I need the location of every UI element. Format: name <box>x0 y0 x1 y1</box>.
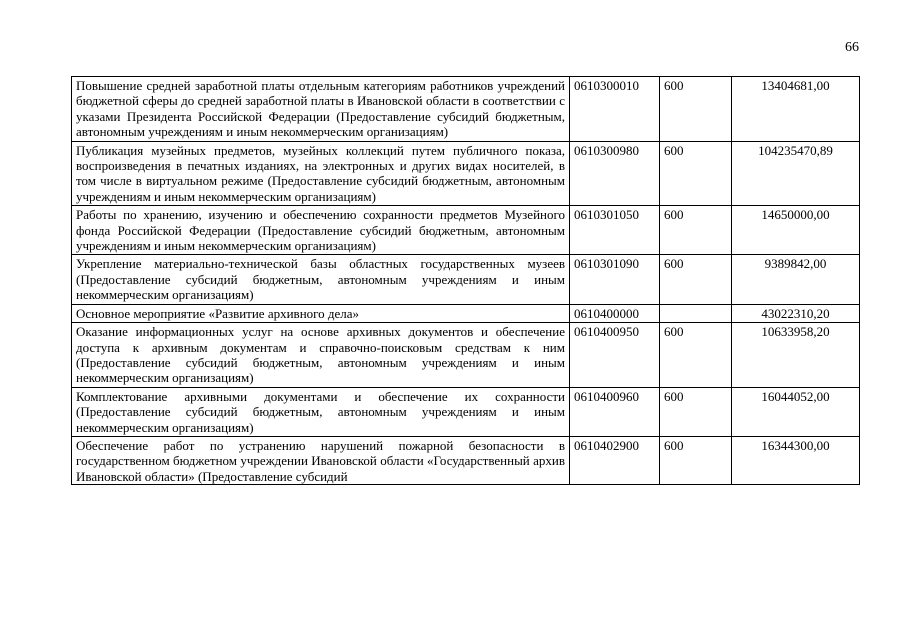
table-row <box>72 255 860 304</box>
row-amount: 13404681,00 <box>732 77 860 142</box>
row-description: Укрепление материально-технической базы областных государственных музеев (Предоставление субсидий бюджетным, автономным учреждениям и иным некоммерческим организациям) <box>72 255 570 304</box>
row-target-code: 0610300980 <box>570 141 660 206</box>
row-target-code: 0610400950 <box>570 323 660 388</box>
row-target-code: 0610400960 <box>570 387 660 436</box>
row-amount: 9389842,00 <box>732 255 860 304</box>
row-expense-type: 600 <box>660 206 732 255</box>
table-row <box>72 141 860 206</box>
row-amount: 14650000,00 <box>732 206 860 255</box>
table-row <box>72 387 860 436</box>
row-amount: 16044052,00 <box>732 387 860 436</box>
row-target-code: 0610301050 <box>570 206 660 255</box>
row-expense-type: 600 <box>660 141 732 206</box>
table-row <box>72 77 860 142</box>
row-amount: 16344300,00 <box>732 436 860 484</box>
row-target-code: 0610402900 <box>570 436 660 484</box>
row-expense-type: 600 <box>660 77 732 142</box>
row-expense-type: 600 <box>660 255 732 304</box>
row-description: Комплектование архивными документами и обеспечение их сохранности (Предоставление субсидий бюджетным, автономным учреждениям и иным некоммерческим организациям) <box>72 387 570 436</box>
row-description: Повышение средней заработной платы отдельным категориям работников учреждений бюджетной сферы до средней заработной платы в Ивановской области в соответствии с указами Президента Российской Федерации (Предоставление субсидий бюджетным, автономным учреждениям и иным некоммерческим организациям) <box>72 77 570 142</box>
table-row <box>72 323 860 388</box>
row-target-code: 0610300010 <box>570 77 660 142</box>
row-expense-type: 600 <box>660 323 732 388</box>
row-description: Обеспечение работ по устранению нарушений пожарной безопасности в государственном бюджетном учреждении Ивановской области «Государственный архив Ивановской области» (Предоставление субсидий <box>72 436 570 484</box>
row-description: Оказание информационных услуг на основе архивных документов и обеспечение доступа к архивным документам и справочно-поисковым средствам к ним (Предоставление субсидий бюджетным, автономным учреждениям и иным некоммерческим организациям) <box>72 323 570 388</box>
table-row <box>72 436 860 484</box>
row-expense-type: 600 <box>660 436 732 484</box>
page-number: 66 <box>845 40 859 55</box>
row-target-code: 0610400000 <box>570 304 660 322</box>
row-amount: 10633958,20 <box>732 323 860 388</box>
row-description: Публикация музейных предметов, музейных коллекций путем публичного показа, воспроизведения в печатных изданиях, на электронных и других видах носителей, в том числе в виртуальном режиме (Предоставление субсидий бюджетным, автономным учреждениям и иным некоммерческим организациям) <box>72 141 570 206</box>
row-expense-type <box>660 304 732 322</box>
row-amount: 104235470,89 <box>732 141 860 206</box>
row-expense-type: 600 <box>660 387 732 436</box>
row-description: Основное мероприятие «Развитие архивного дела» <box>72 304 570 322</box>
row-amount: 43022310,20 <box>732 304 860 322</box>
row-description: Работы по хранению, изучению и обеспечению сохранности предметов Музейного фонда Российской Федерации (Предоставление субсидий бюджетным, автономным учреждениям и иным некоммерческим организациям) <box>72 206 570 255</box>
row-target-code: 0610301090 <box>570 255 660 304</box>
budget-table <box>71 76 860 485</box>
table-row <box>72 304 860 322</box>
table-row <box>72 206 860 255</box>
